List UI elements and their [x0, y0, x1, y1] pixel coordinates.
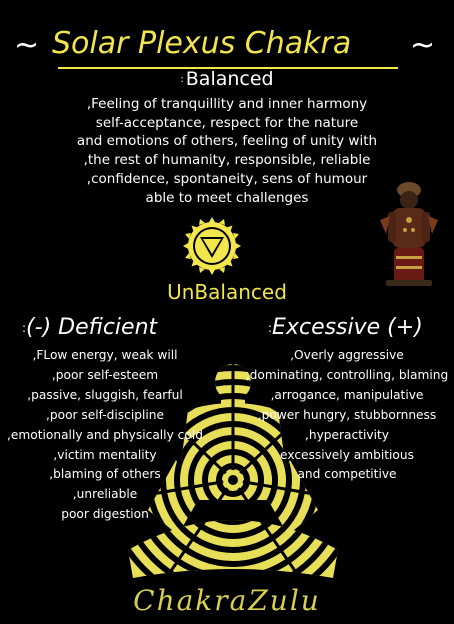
chakra-symbol-icon — [181, 215, 243, 277]
deficient-heading-text: (-) Deficient — [26, 315, 158, 340]
balanced-colon: : — [180, 74, 184, 85]
balanced-heading — [0, 68, 454, 90]
deficient-item: ,poor self-discipline — [46, 407, 164, 422]
unbalanced-heading: UnBalanced — [167, 280, 287, 304]
balanced-line: ,the rest of humanity, responsible, reliable — [83, 152, 371, 169]
deficient-item: ,FLow energy, weak will — [32, 348, 178, 362]
balanced-line: able to meet challenges — [145, 189, 309, 206]
excessive-item: ,Overly aggressive — [290, 348, 404, 362]
excessive-item: and competitive — [297, 467, 397, 482]
brand-logo: ChakraZulu — [133, 584, 321, 617]
deficient-item: ,poor self-esteem — [51, 367, 159, 382]
balanced-line: self-acceptance, respect for the nature — [95, 114, 359, 131]
balanced-line: ,Feeling of tranquillity and inner harmony — [86, 96, 368, 112]
excessive-item: ,dominating, controlling, blaming — [245, 367, 449, 382]
deficient-heading — [22, 315, 157, 340]
excessive-heading-text: Excessive (+) — [272, 315, 423, 340]
deficient-list — [0, 346, 210, 525]
deficient-colon: : — [22, 321, 27, 335]
excessive-item: ,hyperactivity — [305, 427, 389, 442]
balanced-line: ,confidence, spontaneity, sens of humour — [86, 170, 368, 187]
deity-figure-icon — [372, 176, 446, 288]
excessive-item: ,arrogance, manipulative — [270, 387, 424, 402]
deficient-item: ,emotionally and physically cold — [7, 427, 203, 442]
deficient-item: ,unreliable — [72, 487, 138, 502]
deficient-item: ,blaming of others — [49, 467, 161, 482]
excessive-item: excessively ambitious — [280, 447, 414, 462]
excessive-list — [240, 346, 454, 485]
title-tilde-right: ~ — [410, 28, 436, 63]
title-tilde-left: ~ — [14, 28, 40, 63]
title-row — [0, 18, 454, 70]
excessive-item: ,power hungry, stubbornness — [257, 407, 437, 422]
excessive-colon: : — [268, 321, 273, 335]
deficient-item: ,victim mentality — [53, 447, 157, 462]
balanced-line: and emotions of others, feeling of unity with — [76, 133, 378, 150]
deficient-item: ,passive, sluggish, fearful — [27, 387, 183, 402]
balanced-heading-text: Balanced — [185, 68, 274, 90]
excessive-heading — [268, 315, 423, 340]
page-title: Solar Plexus Chakra — [52, 26, 352, 61]
deficient-item: poor digestion — [61, 507, 149, 522]
